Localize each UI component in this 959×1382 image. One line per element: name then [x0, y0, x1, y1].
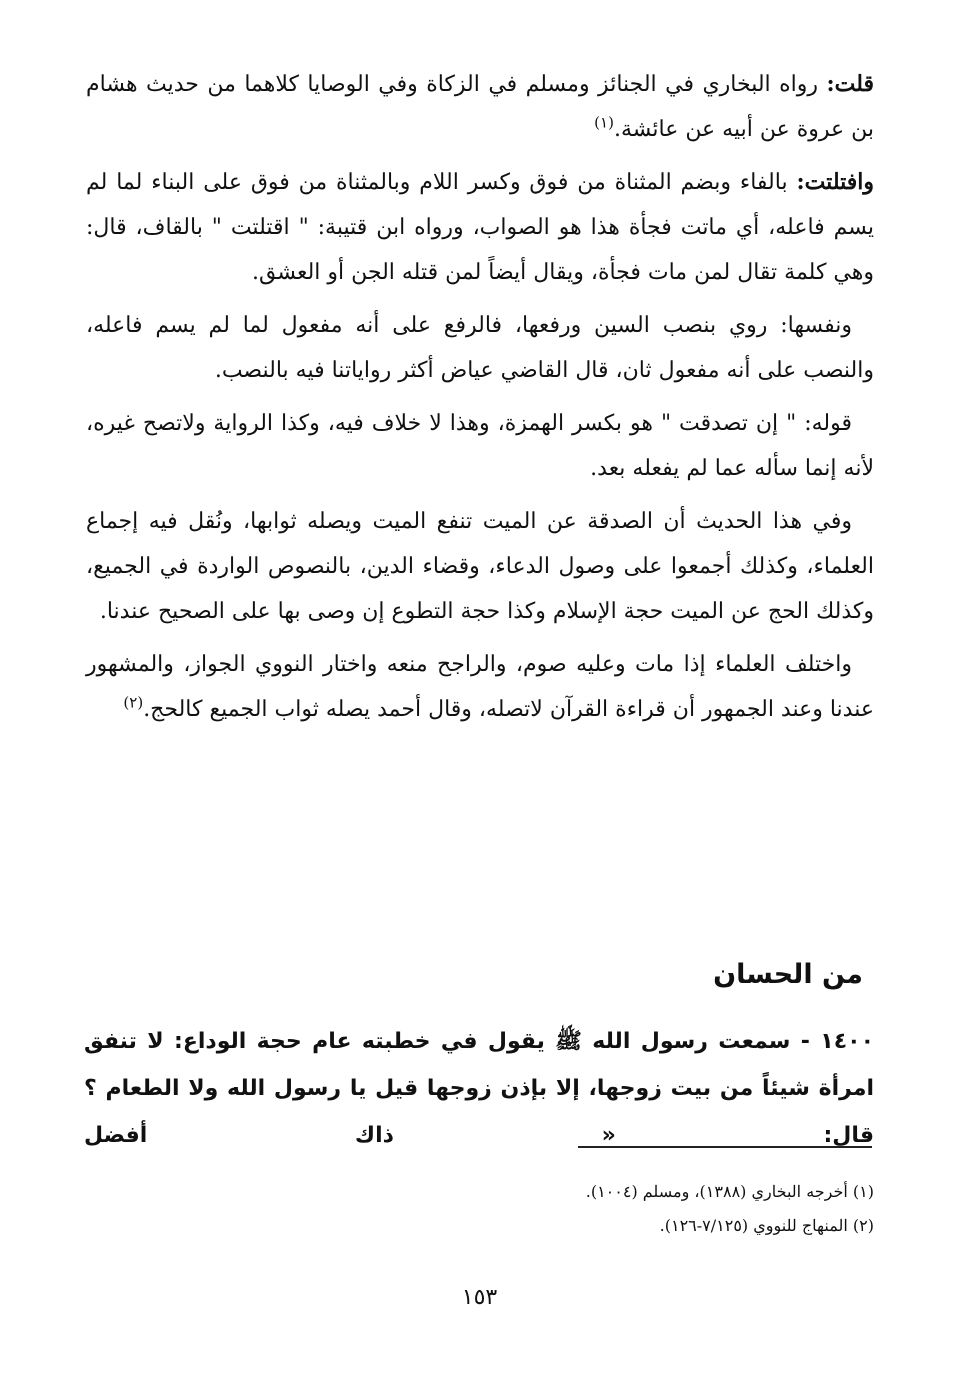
- footnote-2: (٢) المنهاج للنووي (٧/١٢٥-١٢٦).: [659, 1216, 874, 1235]
- paragraph-ikhtilaf: [86, 642, 874, 732]
- footnote-divider: [578, 1146, 872, 1148]
- footnote-reference: (٢): [123, 693, 144, 712]
- paragraph-qultu: [86, 62, 874, 152]
- footnote-1: (١) أخرجه البخاري (١٣٨٨)، ومسلم (١٠٠٤).: [585, 1182, 874, 1201]
- paragraph-sadaqa: [86, 499, 874, 634]
- paragraph-text: رواه البخاري في الجنائز ومسلم في الزكاة وفي الوصايا كلاهما من حديث هشام بن عروة عن أبيه عن عائشة.: [86, 72, 874, 142]
- paragraph-text: قوله: " إن تصدقت " هو بكسر الهمزة، وهذا لا خلاف فيه، وكذا الرواية ولاتصح غيره، لأنه إنما سأله عما لم يفعله بعد.: [86, 411, 874, 481]
- paragraph-nafsaha: [86, 303, 874, 393]
- page-number: ١٥٣: [461, 1285, 498, 1310]
- paragraph-iftulitat: [86, 160, 874, 295]
- paragraph-lead: وافتلتت:: [796, 169, 874, 195]
- footnotes: [374, 1175, 874, 1243]
- section-heading: من الحسان: [713, 959, 863, 990]
- paragraph-text: واختلف العلماء إذا مات وعليه صوم، والراجح منعه واختار النووي الجواز، والمشهور عندنا وعند الجمهور أن قراءة القرآن لاتصله، وقال أحمد يصله ثواب الجميع كالحج.: [86, 652, 874, 722]
- paragraph-qawluhu: [86, 401, 874, 491]
- hadith-text: ١٤٠٠ - سمعت رسول الله ﷺ يقول في خطبته عام حجة الوداع: لا تنفق امرأة شيئاً من بيت زوجها، إلا بإذن زوجها قيل يا رسول الله ولا الطعام ؟ قال: « ذاك أفضل: [84, 1029, 874, 1148]
- paragraph-lead: قلت:: [826, 71, 874, 97]
- paragraph-text: وفي هذا الحديث أن الصدقة عن الميت تنفع الميت ويصله ثوابها، ونُقل فيه إجماع العلماء، وكذلك أجمعوا على وصول الدعاء، وقضاء الدين، بالنصوص الواردة في الجميع، وكذلك الحج عن الميت حجة الإسلام وكذا حجة التطوع إن وصى بها على الصحيح عندنا.: [86, 509, 874, 624]
- footnote-reference: (١): [594, 113, 614, 132]
- commentary-body: [86, 62, 874, 740]
- paragraph-text: ونفسها: روي بنصب السين ورفعها، فالرفع على أنه مفعول لما لم يسم فاعله، والنصب على أنه مفعول ثان، قال القاضي عياض أكثر رواياتنا فيه بالنصب.: [86, 313, 874, 383]
- paragraph-text: بالفاء وبضم المثناة من فوق وكسر اللام وبالمثناة من فوق على البناء لما لم يسم فاعله، أي ماتت فجأة هذا هو الصواب، ورواه ابن قتيبة: " اقتلتت " بالقاف، قال: وهي كلمة تقال لمن مات فجأة، ويقال أيضاً لمن قتله الجن أو العشق.: [86, 170, 874, 285]
